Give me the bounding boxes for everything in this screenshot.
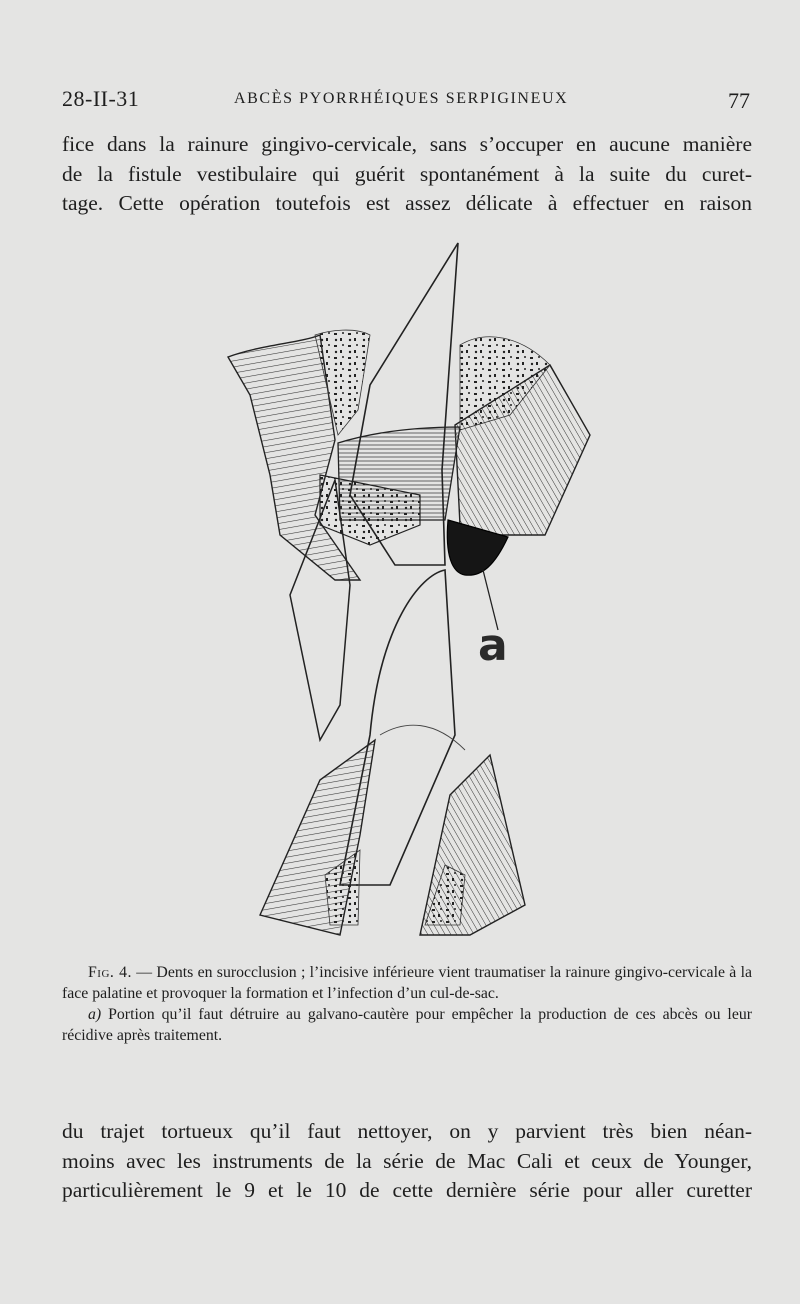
text-line: fice dans la rainure gingivo-cervicale, sans s’occuper en aucune manière [62, 132, 752, 156]
caption-main-text: — Dents en surocclusion ; l’incisive inférieure vient traumatiser la rainure gingivo-cervicale à la face palatine et provoquer la formation et l’infection d’un cul-de-sac. [62, 964, 752, 1002]
top-paragraph [62, 130, 752, 219]
text-line: de la fistule vestibulaire qui guérit spontanément à la suite du curet- [62, 161, 752, 186]
text-line: du trajet tortueux qu’il faut nettoyer, on y parvient très bien néan- [62, 1119, 752, 1143]
dental-illustration [220, 235, 610, 955]
bottom-paragraph [62, 1117, 752, 1206]
caption-sub-label: a) [88, 1006, 102, 1023]
text-line: moins avec les instruments de la série de Mac Cali et ceux de Younger, [62, 1148, 752, 1173]
header-title: ABCÈS PYORRHÉIQUES SERPIGINEUX [234, 90, 569, 107]
header-date: 28-II-31 [62, 86, 140, 111]
caption-sub-text: Portion qu’il faut détruire au galvano-cautère pour empêcher la production de ces abcès ou leur récidive après traitement. [62, 1006, 752, 1044]
figure-caption [62, 962, 752, 1046]
caption-fig-label: Fig. 4. [88, 964, 132, 981]
text-line: particulièrement le 9 et le 10 de cette dernière série pour aller curetter [62, 1178, 752, 1202]
figure-label-a: a [478, 620, 508, 671]
page-number: 77 [728, 88, 750, 113]
running-header [62, 86, 750, 116]
caption-sub [62, 1004, 752, 1046]
caption-main [62, 962, 752, 1004]
text-line: tage. Cette opération toutefois est assez délicate à effectuer en raison [62, 191, 752, 215]
figure-drawing [220, 235, 610, 955]
